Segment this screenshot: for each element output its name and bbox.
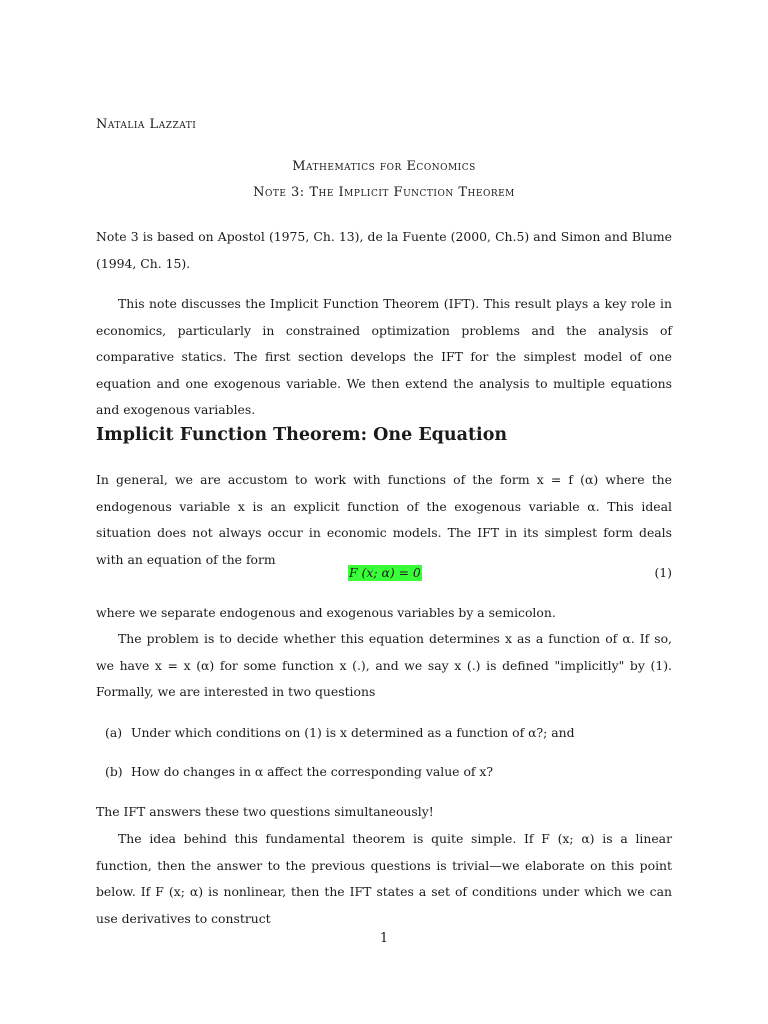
equation-number: (1) [654, 565, 672, 580]
section-paragraph-4: The IFT answers these two questions simultaneously! [96, 804, 434, 819]
section-heading: Implicit Function Theorem: One Equation [96, 425, 508, 445]
question-text: How do changes in α affect the corresponding value of x? [131, 764, 494, 779]
author-name: Natalia Lazzati [96, 117, 197, 132]
page-number: 1 [379, 931, 389, 946]
intro-paragraph-2: This note discusses the Implicit Function Theorem (IFT). This result plays a key role in economics, particularly in constrained optimization problems and the analysis of comparative statics. The first section develops the IFT for the simplest model of one equation and one exogenous variable. We then extend the analysis to multiple equations and exogenous variables. [96, 296, 672, 417]
section-paragraph-2: where we separate endogenous and exogenous variables by a semicolon. [96, 605, 556, 620]
intro-paragraph-1: Note 3 is based on Apostol (1975, Ch. 13), de la Fuente (2000, Ch.5) and Simon and Blume (1994, Ch. 15). [96, 229, 672, 271]
section-paragraph-1: In general, we are accustom to work with functions of the form x = f (α) where the endogenous variable x is an explicit function of the exogenous variable α. This ideal situation does not always occur in economic models. The IFT in its simplest form deals with an equation of the form [96, 472, 672, 567]
question-label: (a) [105, 725, 123, 740]
note-title: Note 3: The Implicit Function Theorem [253, 185, 515, 200]
question-label: (b) [105, 764, 123, 779]
equation-line [96, 561, 672, 587]
section-paragraph-5: The idea behind this fundamental theorem is quite simple. If F (x; α) is a linear function, then the answer to the previous questions is trivial—we elaborate on this point below. If F (x; α) is nonlinear, then the IFT states a set of conditions under which we can use derivatives to construct [96, 831, 672, 926]
question-item [105, 725, 575, 741]
highlighted-equation: F (x; α) = 0 [349, 565, 421, 580]
question-item [105, 764, 493, 780]
section-paragraph-3: The problem is to decide whether this equation determines x as a function of α. If so, we have x = x (α) for some function x (.), and we say x (.) is defined "implicitly" by (1). Formally, we are interested in two questions [96, 631, 672, 699]
course-title: Mathematics for Economics [292, 159, 476, 174]
question-text: Under which conditions on (1) is x determined as a function of α?; and [131, 725, 575, 740]
